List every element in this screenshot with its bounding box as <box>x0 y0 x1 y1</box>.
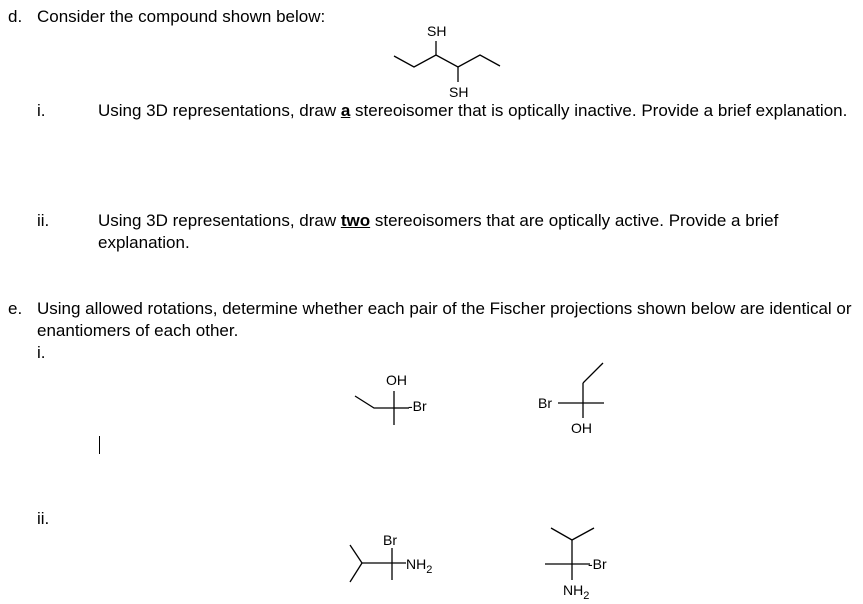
e-i-right-left-label: Br <box>538 395 552 411</box>
item-d-ii-marker: ii. <box>37 211 50 230</box>
sh-label-top: SH <box>427 23 447 39</box>
e-ii-right-right-label: -Br <box>588 556 607 572</box>
e-ii-right-nh-subscript: 2 <box>583 589 590 602</box>
e-ii-left-top-label: Br <box>383 532 397 548</box>
e-ii-right-bottom-label <box>563 582 589 604</box>
e-ii-left-nh-subscript: 2 <box>426 563 433 576</box>
item-d-i-text-after: stereoisomer that is optically inactive. Provide a brief explanation. <box>350 101 848 120</box>
item-d-i-text-before: Using 3D representations, draw <box>98 101 341 120</box>
item-d-i-marker: i. <box>37 101 46 120</box>
e-ii-right-nh: NH <box>563 582 584 598</box>
e-ii-left-nh: NH <box>406 556 427 572</box>
item-d-ii-text-after: stereoisomers that are optically active. Provide a brief explanation. <box>98 211 779 252</box>
e-i-left-top-label: OH <box>386 372 407 388</box>
item-d-ii-text-before: Using 3D representations, draw <box>98 211 341 230</box>
item-d-ii-emphasis: two <box>340 211 371 230</box>
item-d-i-emphasis: a <box>340 101 351 120</box>
e-i-left-right-label: -Br <box>408 398 427 414</box>
e-i-right-bottom-label: OH <box>571 420 592 436</box>
part-d-prompt: Consider the compound shown below: <box>37 7 326 26</box>
item-e-i-marker: i. <box>37 343 46 362</box>
item-e-ii-marker: ii. <box>37 509 50 528</box>
part-e-prompt: Using allowed rotations, determine whether each pair of the Fischer projections shown below are identical or enantiomers of each other. <box>37 299 852 340</box>
sh-label-bottom: SH <box>449 84 469 100</box>
part-d-marker: d. <box>8 7 23 26</box>
part-e-marker: e. <box>8 299 23 318</box>
